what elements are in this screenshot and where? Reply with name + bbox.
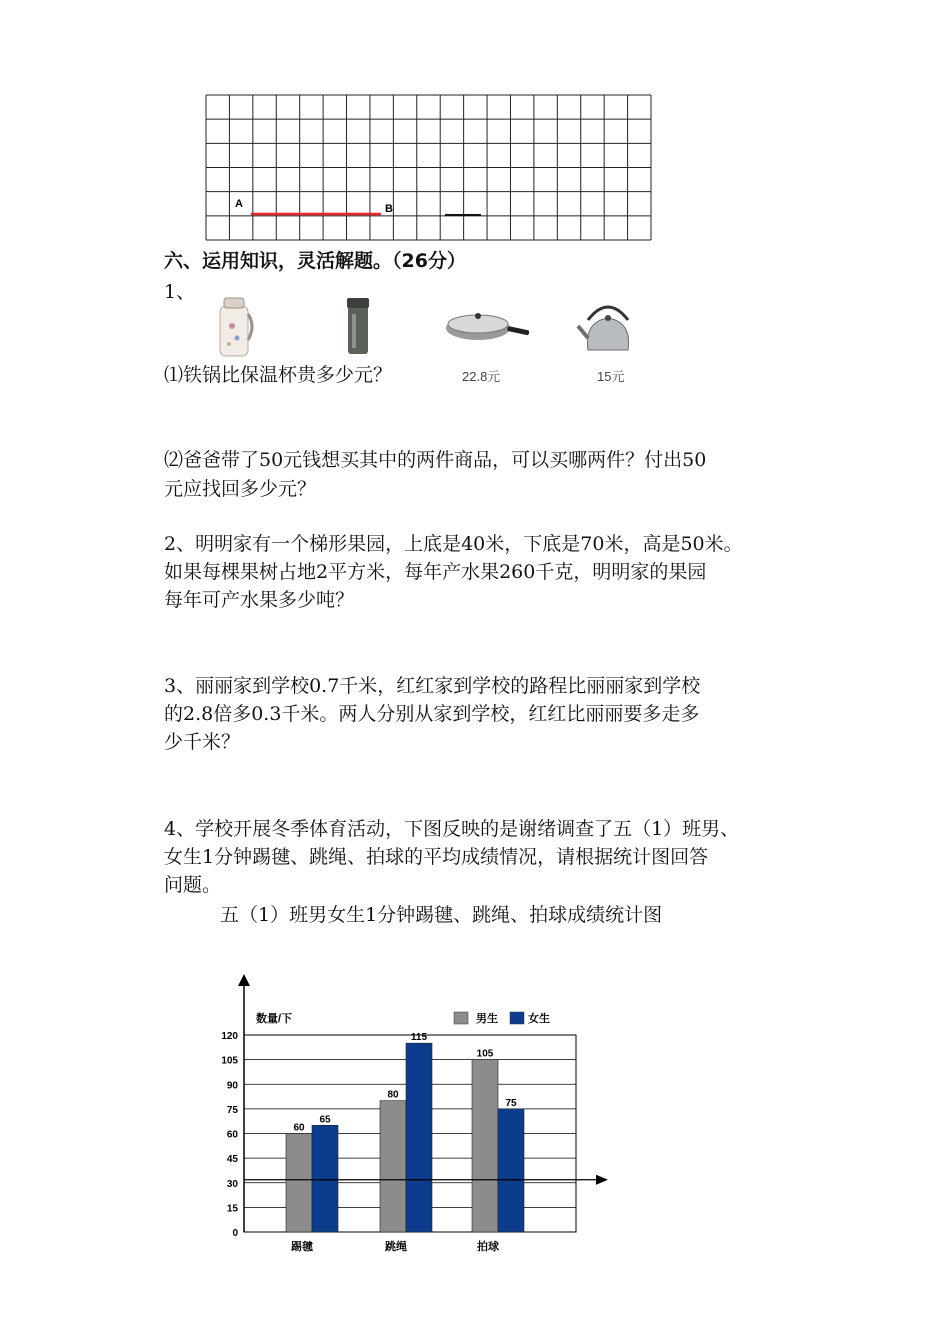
section-heading: 六、运用知识，灵活解题。（26分） [164, 250, 466, 272]
point-b-label: B [385, 203, 393, 215]
q3-line1: 3、丽丽家到学校0.7千米，红红家到学校的路程比丽丽家到学校 [164, 675, 701, 697]
bar-踢毽-男生 [286, 1134, 312, 1233]
bar-value-label: 65 [319, 1114, 331, 1126]
legend-swatch-boys [454, 1012, 468, 1024]
bar-value-label: 60 [293, 1122, 305, 1134]
y-tick-label: 45 [226, 1154, 238, 1166]
bar-拍球-男生 [472, 1060, 498, 1232]
legend-label-boys: 男生 [476, 1013, 498, 1025]
kettle-image [576, 298, 640, 362]
bar-chart [200, 970, 620, 1260]
chart-title: 五（1）班男女生1分钟踢毽、跳绳、拍球成绩统计图 [220, 904, 663, 926]
frying-pan-price: 22.8元 [462, 369, 501, 384]
q4-line1: 4、学校开展冬季体育活动，下图反映的是谢绪调查了五（1）班男、 [164, 818, 740, 840]
y-tick-label: 120 [221, 1031, 238, 1042]
y-axis-label: 数量/下 [256, 1013, 293, 1025]
grid-figure [205, 94, 653, 242]
q4-line2: 女生1分钟踢毽、跳绳、拍球的平均成绩情况，请根据统计图回答 [164, 846, 709, 868]
thermos-image [212, 296, 256, 360]
legend-label-girls: 女生 [528, 1013, 550, 1025]
q1-sub1: ⑴铁锅比保温杯贵多少元？ [164, 364, 393, 386]
y-axis-arrow [238, 974, 250, 986]
kettle-price: 15元 [597, 369, 625, 384]
q3-line3: 少千米？ [164, 731, 241, 753]
bar-value-label: 75 [505, 1097, 517, 1109]
bar-拍球-女生 [498, 1109, 524, 1232]
q3-line2: 的2.8倍多0.3千米。两人分别从家到学校，红红比丽丽要多走多 [164, 703, 700, 725]
legend-swatch-girls [510, 1012, 524, 1024]
x-tick-label: 踢毽 [291, 1241, 313, 1253]
bar-跳绳-女生 [406, 1043, 432, 1232]
point-a-label: A [235, 198, 243, 210]
y-tick-label: 75 [226, 1104, 238, 1116]
y-tick-label: 30 [226, 1178, 238, 1190]
y-tick-label: 105 [221, 1055, 238, 1067]
bar-跳绳-男生 [380, 1101, 406, 1232]
bar-value-label: 115 [410, 1032, 428, 1044]
x-tick-label: 拍球 [477, 1241, 499, 1253]
x-axis-arrow [596, 1175, 608, 1185]
y-tick-label: 0 [232, 1228, 238, 1239]
q4-line3: 问题。 [164, 874, 222, 896]
x-tick-label: 跳绳 [385, 1241, 407, 1253]
q1-number: 1、 [164, 281, 196, 303]
bar-踢毽-女生 [312, 1125, 338, 1232]
y-tick-label: 60 [226, 1129, 238, 1141]
q2-line3: 每年可产水果多少吨？ [164, 589, 355, 611]
bar-value-label: 105 [476, 1048, 494, 1060]
q2-line2: 如果每棵果树占地2平方米，每年产水果260千克，明明家的果园 [164, 561, 707, 583]
q1-sub2-line2: 元应找回多少元？ [164, 478, 317, 500]
bar-value-label: 80 [387, 1089, 399, 1101]
y-tick-label: 90 [226, 1080, 238, 1092]
q1-sub2-line1: ⑵爸爸带了50元钱想买其中的两件商品，可以买哪两件？付出50 [164, 449, 707, 471]
insulated-cup-image [343, 296, 373, 360]
q2-line1: 2、明明家有一个梯形果园，上底是40米，下底是70米，高是50米。 [164, 533, 743, 555]
y-tick-label: 15 [226, 1203, 238, 1215]
